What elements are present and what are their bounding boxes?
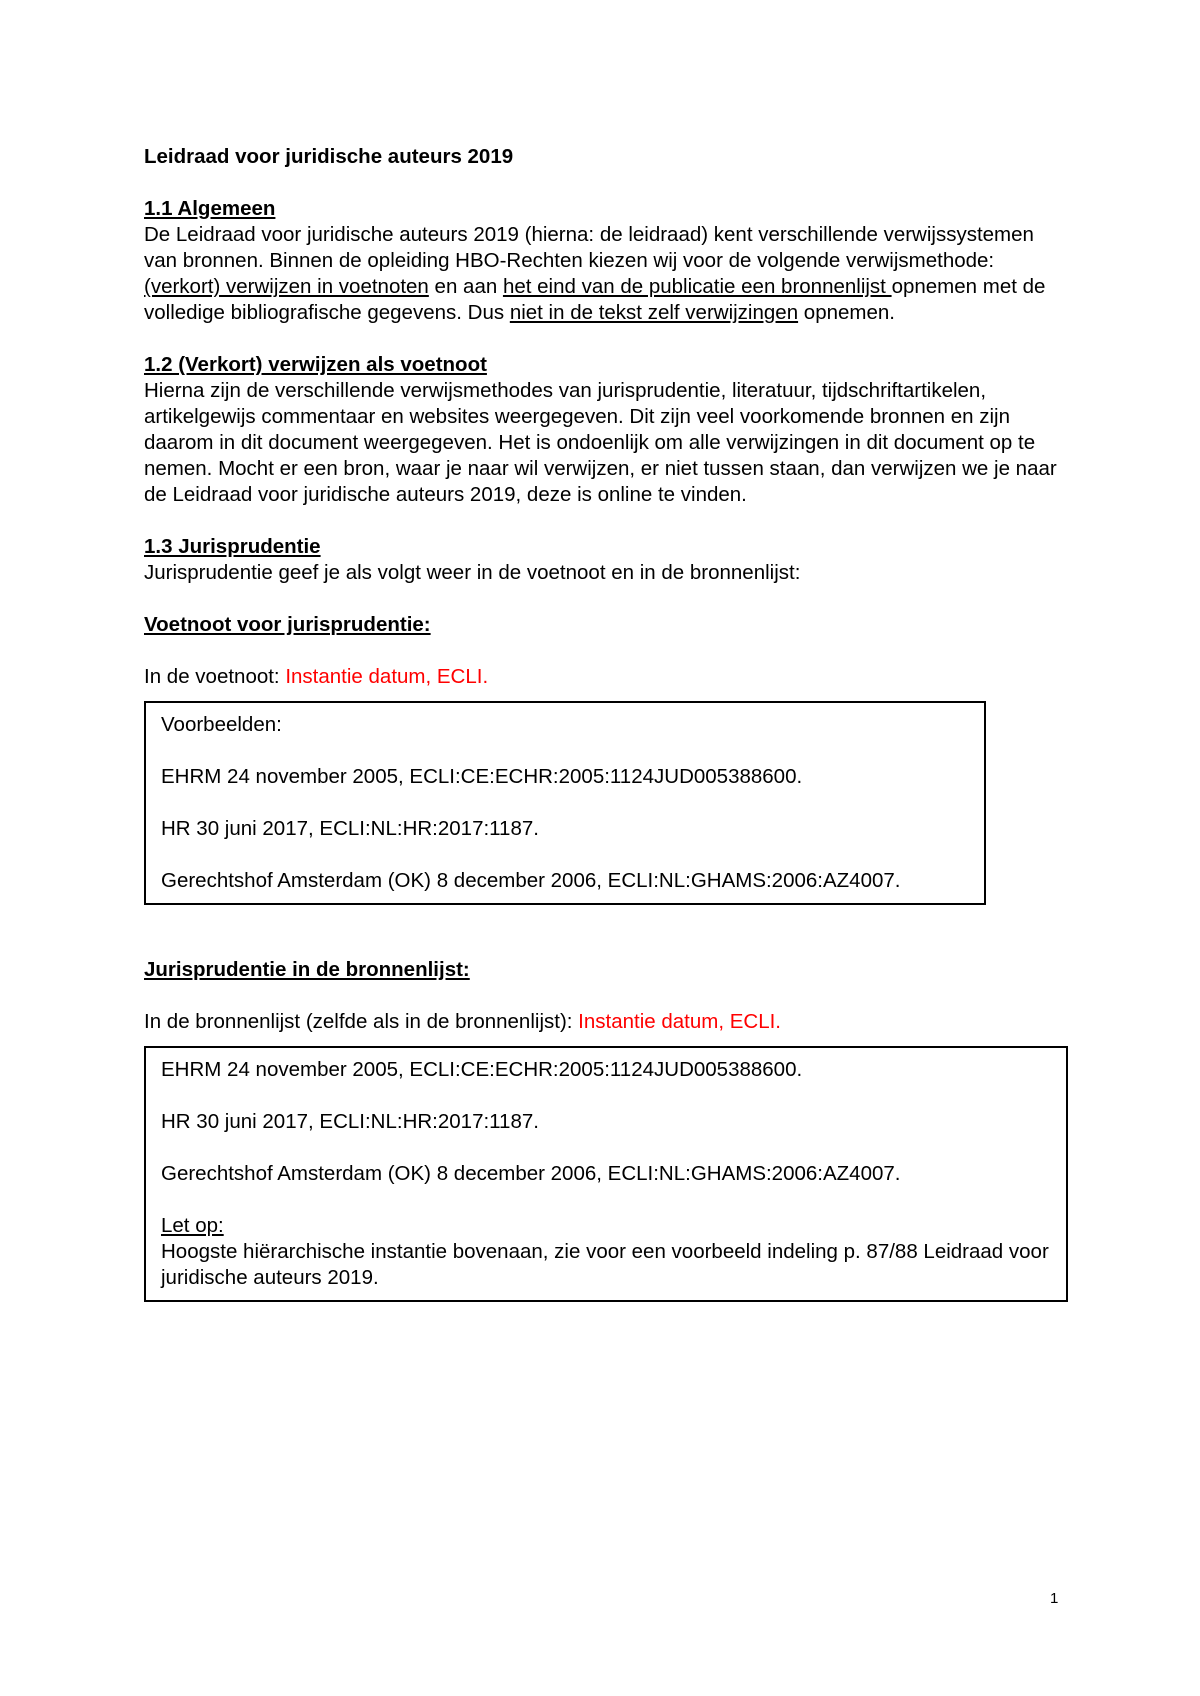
subheading-bronnenlijst: Jurisprudentie in de bronnenlijst: xyxy=(144,958,470,981)
note-heading: Let op: xyxy=(161,1214,224,1237)
footnote-format: Instantie datum, ECLI. xyxy=(285,665,489,688)
spacer xyxy=(144,905,1064,957)
underlined-text: (verkort) verwijzen in voetnoten xyxy=(144,275,429,298)
document-title: Leidraad voor juridische auteurs 2019 xyxy=(144,145,514,168)
spacer xyxy=(161,738,970,764)
section-paragraph-algemeen xyxy=(144,222,1064,326)
underlined-text: niet in de tekst zelf verwijzingen xyxy=(509,301,799,324)
examples-box-footnote xyxy=(144,701,986,905)
spacer xyxy=(161,790,970,816)
example-item: EHRM 24 november 2005, ECLI:CE:ECHR:2005:1124JUD005388600. xyxy=(161,1058,803,1081)
bronnenlijst-format: Instantie datum, ECLI. xyxy=(578,1010,781,1033)
text-run: en aan xyxy=(428,275,503,298)
subheading-voetnoot: Voetnoot voor jurisprudentie: xyxy=(144,613,431,636)
bronnenlijst-label: In de bronnenlijst (zelfde als in de bronnenlijst): xyxy=(144,1010,579,1033)
document-content xyxy=(144,144,1064,1302)
text-run: opnemen. xyxy=(798,301,895,324)
spacer xyxy=(144,508,1064,534)
bronnenlijst-format-line xyxy=(144,1009,1064,1035)
page-number: 1 xyxy=(1050,1590,1059,1607)
example-item: HR 30 juni 2017, ECLI:NL:HR:2017:1187. xyxy=(161,817,539,840)
spacer xyxy=(144,638,1064,664)
spacer xyxy=(144,170,1064,196)
examples-label: Voorbeelden: xyxy=(161,713,282,736)
footnote-format-line xyxy=(144,664,1064,690)
spacer xyxy=(144,326,1064,352)
footnote-label: In de voetnoot: xyxy=(144,665,286,688)
note-text: Hoogste hiërarchische instantie bovenaan, zie voor een voorbeeld indeling p. 87/88 Leidraad voor juridische auteurs 2019. xyxy=(161,1240,1049,1289)
example-item: EHRM 24 november 2005, ECLI:CE:ECHR:2005:1124JUD005388600. xyxy=(161,765,803,788)
spacer xyxy=(144,983,1064,1009)
section-paragraph-jurisprudentie: Jurisprudentie geef je als volgt weer in de voetnoot en in de bronnenlijst: xyxy=(144,561,801,584)
underlined-text: het eind van de publicatie een bronnenlijst xyxy=(502,275,892,298)
spacer xyxy=(161,1187,1052,1213)
example-item: Gerechtshof Amsterdam (OK) 8 december 2006, ECLI:NL:GHAMS:2006:AZ4007. xyxy=(161,869,901,892)
example-item: Gerechtshof Amsterdam (OK) 8 december 2006, ECLI:NL:GHAMS:2006:AZ4007. xyxy=(161,1162,901,1185)
section-heading-jurisprudentie: 1.3 Jurisprudentie xyxy=(144,535,321,558)
example-item: HR 30 juni 2017, ECLI:NL:HR:2017:1187. xyxy=(161,1110,539,1133)
text-run: De Leidraad voor juridische auteurs 2019 (hierna: de leidraad) kent verschillende verwijssystemen van bronnen. Binnen de opleiding HBO-Rechten kiezen wij voor de volgende verwijsmethode: xyxy=(144,223,1034,272)
spacer xyxy=(161,842,970,868)
examples-box-bronnenlijst xyxy=(144,1046,1068,1302)
spacer xyxy=(161,1083,1052,1109)
section-heading-verkort: 1.2 (Verkort) verwijzen als voetnoot xyxy=(144,353,487,376)
section-paragraph-verkort: Hierna zijn de verschillende verwijsmethodes van jurisprudentie, literatuur, tijdschriftartikelen, artikelgewijs commentaar en websites weergegeven. Dit zijn veel voorkomende bronnen en zijn daarom in dit document weergegeven. Het is ondoenlijk om alle verwijzingen in dit document op te nemen. Mocht er een bron, waar je naar wil verwijzen, er niet tussen staan, dan verwijzen we je naar de Leidraad voor juridische auteurs 2019, deze is online te vinden. xyxy=(144,379,1057,506)
spacer xyxy=(144,586,1064,612)
spacer xyxy=(161,1135,1052,1161)
text-run: opnemen met de volledige bibliografische gegevens. Dus xyxy=(144,275,1046,324)
section-heading-algemeen: 1.1 Algemeen xyxy=(144,197,276,220)
